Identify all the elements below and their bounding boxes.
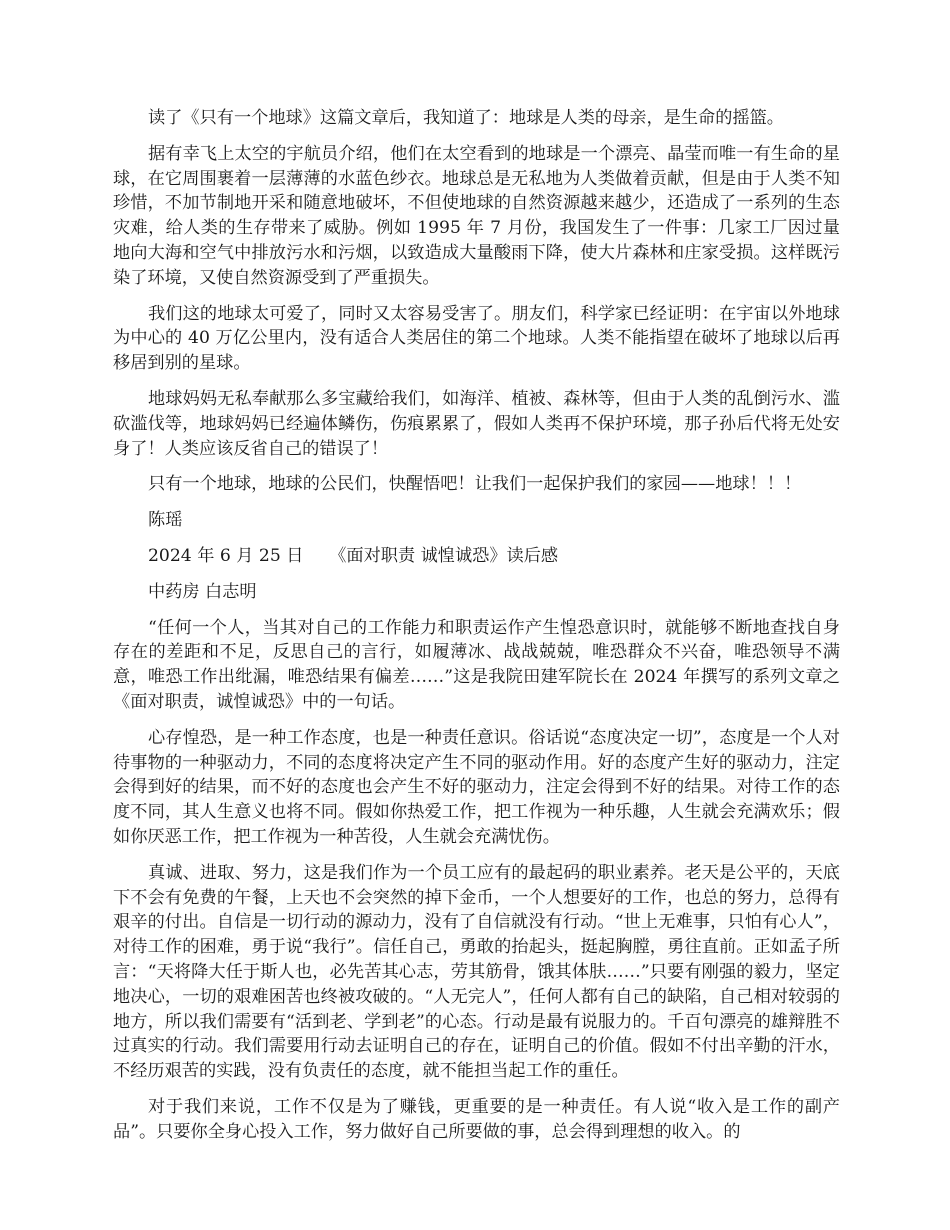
- paragraph-4: 地球妈妈无私奉献那么多宝藏给我们，如海洋、植被、森林等，但由于人类的乱倒污水、滥砍滥伐等，地球妈妈已经遍体鳞伤，伤痕累累了，假如人类再不保护环境，那子孙后代将无处安身了！人类应该反省自己的错误了！: [113, 388, 840, 459]
- document-body: [113, 106, 840, 1155]
- paragraph-2: 据有幸飞上太空的宇航员介绍，他们在太空看到的地球是一个漂亮、晶莹而唯一有生命的星球，在它周围裹着一层薄薄的水蓝色纱衣。地球总是无私地为人类做着贡献，但是由于人类不知珍惜，不加节制地开采和随意地破坏，不但使地球的自然资源越来越少，还造成了一系列的生态灾难，给人类的生存带来了威胁。例如 1995 年 7 月份，我国发生了一件事：几家工厂因过量地向大海和空气中排放污水和污烟，以致造成大量酸雨下降，使大片森林和庄家受损。这样既污染了环境，又使自然资源受到了严重损失。: [113, 143, 840, 288]
- paragraph-5: 只有一个地球，地球的公民们，快醒悟吧！让我们一起保护我们的家园——地球！！！: [148, 474, 802, 495]
- paragraph-8: 真诚、进取、努力，这是我们作为一个员工应有的最起码的职业素养。老天是公平的，天底下不会有免费的午餐，上天也不会突然的掉下金币，一个人想要好的工作，也总的努力，总得有艰辛的付出。自信是一切行动的源动力，没有了自信就没有行动。“世上无难事，只怕有心人”，对待工作的困难，勇于说“我行”。信任自己，勇敢的抬起头，挺起胸膛，勇往直前。正如孟子所言：“天将降大任于斯人也，必先苦其心志，劳其筋骨，饿其体肤……”只要有刚强的毅力，坚定地决心，一切的艰难困苦也终被攻破的。“人无完人”，任何人都有自己的缺陷，自己相对较弱的地方，所以我们需要有“活到老、学到老”的心态。行动是最有说服力的。千百句漂亮的雄辩胜不过真实的行动。我们需要用行动去证明自己的存在，证明自己的价值。假如不付出辛勤的汗水，不经历艰苦的实践，没有负责任的态度，就不能担当起工作的重任。: [113, 862, 840, 1082]
- paragraph-7: 心存惶恐，是一种工作态度，也是一种责任意识。俗话说“态度决定一切”，态度是一个人对待事物的一种驱动力，不同的态度将决定产生不同的驱动作用。好的态度产生好的驱动力，注定会得到好的结果，而不好的态度也会产生不好的驱动力，注定会得到不好的结果。对待工作的态度不同，其人生意义也将不同。假如你热爱工作，把工作视为一种乐趣，人生就会充满欢乐；假如你厌恶工作，把工作视为一种苦役，人生就会充满忧伤。: [113, 727, 840, 847]
- date-and-title: 2024 年 6 月 25 日 《面对职责 诚惶诚恐》读后感: [148, 545, 559, 566]
- author-name: 陈瑶: [148, 510, 183, 531]
- paragraph-6: “任何一个人，当其对自己的工作能力和职责运作产生惶恐意识时，就能够不断地查找自身存在的差距和不足，反思自己的言行，如履薄冰、战战兢兢，唯恐群众不兴奋，唯恐领导不满意，唯恐工作出纰漏，唯恐结果有偏差……”这是我院田建军院长在 2024 年撰写的系列文章之《面对职责，诚惶诚恐》中的一句话。: [113, 617, 840, 712]
- byline: 中药房 白志明: [148, 581, 257, 602]
- paragraph-9: 对于我们来说，工作不仅是为了赚钱，更重要的是一种责任。有人说“收入是工作的副产品”。只要你全身心投入工作，努力做好自己所要做的事，总会得到理想的收入。的: [113, 1096, 840, 1142]
- paragraph-1: 读了《只有一个地球》这篇文章后，我知道了：地球是人类的母亲，是生命的摇篮。: [148, 108, 784, 128]
- paragraph-3: 我们这的地球太可爱了，同时又太容易受害了。朋友们，科学家已经证明：在宇宙以外地球为中心的 40 万亿公里内，没有适合人类居住的第二个地球。人类不能指望在破坏了地球以后再移居到别的星球。: [113, 303, 840, 374]
